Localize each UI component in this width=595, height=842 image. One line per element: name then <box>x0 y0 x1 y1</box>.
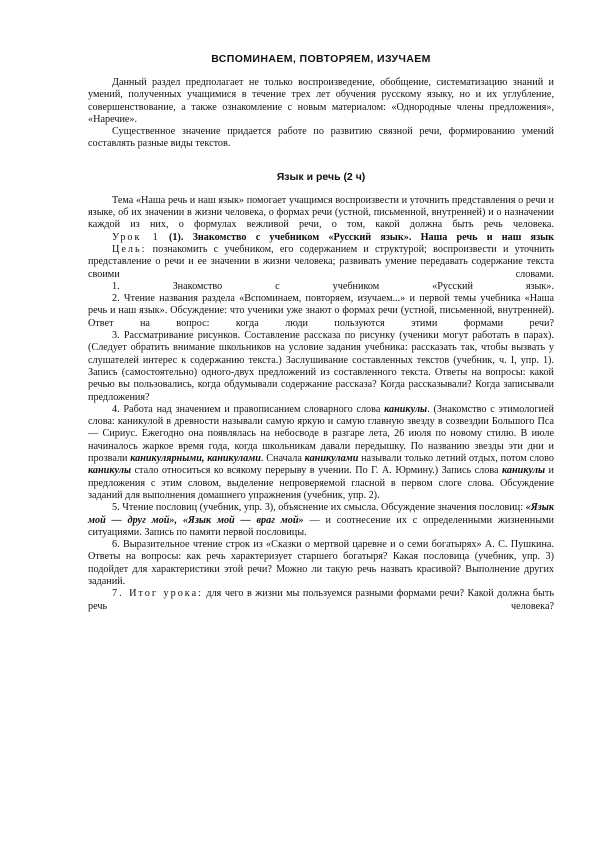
step-7 <box>88 588 554 613</box>
lesson-heading <box>88 232 554 244</box>
lesson-label: Урок 1 <box>112 231 160 243</box>
step-4 <box>88 404 554 502</box>
intro-paragraph-1: Данный раздел предполагает не только воспроизведение, обобщение, систематизацию знаний и умений, полученных учащимися в течение трех лет обучения русскому языку, но и их углубление, совершенствование, а также ознакомление с новым материалом: «Однородные члены предложения», «Наречие». <box>88 77 554 125</box>
step-4-term-c: каникулами <box>304 453 359 465</box>
step-2: 2. Чтение названия раздела «Вспоминаем, повторяем, изучаем...» и первой темы учебника «Наша речь и наш язык». Обсуждение: что ученики уже знают о формах речи (устной, письменной, внутренней). Ответ на вопрос: когда люди пользуются этими формами речи? <box>88 293 554 329</box>
section-title: Язык и речь (2 ч) <box>276 170 366 183</box>
step-4-term-e: каникулы <box>502 465 546 477</box>
lesson-title: (1). Знакомство с учебником «Русский язык». Наша речь и наш язык <box>159 231 554 243</box>
step-4-text-b: . (Знакомство с этимологией слова: каникулой в древности называли самую яркую и самую главную звезду в созвездии Большого Пса — Сириус. Ежегодно она появлялась на небосводе в разгаре лета, 26 июля по новому стилю. В июле начиналось жаркое время года, когда школьникам давали передышку. По названию звезды эти дни и прозвали <box>88 403 554 465</box>
step-6: 6. Выразительное чтение строк из «Сказки о мертвой царевне и о семи богатырях» А. С. Пушкина. Ответы на вопросы: как речь характеризует старшего богатыря? Какая пословица (учебник, упр. 3) подойдет для характеристики этой речи? Можно ли такую речь назвать красивой? Выполнение других заданий. <box>88 539 554 587</box>
theme-paragraph: Тема «Наша речь и наш язык» помогает учащимся воспроизвести и уточнить представления о речи и языке, об их значении в жизни человека, о формах речи (устной, письменной, внутренней) и о назначении каждой из них, о формулах вежливой речи, о том, какой должна быть речь человека. <box>88 194 554 231</box>
goal-label: Цель: <box>112 243 147 255</box>
step-4-text-a: 4. Работа над значением и правописанием словарного слова <box>112 403 385 415</box>
step-5-proverbs: «Язык мой — друг мой», «Язык мой — враг мой» <box>88 502 554 526</box>
step-4-text-c: . Сначала <box>260 453 305 465</box>
document-content <box>88 53 554 613</box>
step-4-term-a: каникулы <box>384 403 428 415</box>
lesson-goal <box>88 244 554 281</box>
goal-text: познакомить с учебником, его содержанием и структурой; воспроизвести и уточнить представление о речи и ее значении в жизни человека; развивать умение передавать содержание текста своими словами. <box>88 243 554 280</box>
step-4-text-e: стало относиться ко всякому перерыву в учении. По Г. А. Юрмину.) Запись слова <box>131 465 503 477</box>
step-5-text-a: 5. Чтение пословиц (учебник, упр. 3), объяснение их смысла. Обсуждение значения пословиц: <box>112 502 526 514</box>
step-4-text-d: называли только летний отдых, потом слово <box>358 453 554 465</box>
step-5-text-b: — и соотнесение их с определенными жизненными ситуациями. Запись по памяти первой пословицы. <box>88 514 554 538</box>
step-5 <box>88 502 554 539</box>
step-4-term-d: каникулы <box>88 465 132 477</box>
step-7-label: 7. Итог урока: <box>112 588 203 600</box>
step-3: 3. Рассматривание рисунков. Составление рассказа по рисунку (ученики могут работать в парах). (Следует обратить внимание школьников на условие задания учебника: рассказать так, чтобы вызвать у слушателей интерес к содержанию текста.) Заслушивание составленных текстов (учебник, ч. I, упр. 1). Запись (самостоятельно) одного-двух предложений из составленного текста. Ответы на вопросы: какой речью вы пользовались, когда обдумывали содержание рассказа? Когда рассказывали? Когда записывали предложения? <box>88 330 554 403</box>
step-4-term-b: каникулярными, каникулами <box>130 453 261 465</box>
step-1: 1. Знакомство с учебником «Русский язык». <box>112 280 554 292</box>
page-title: ВСПОМИНАЕМ, ПОВТОРЯЕМ, ИЗУЧАЕМ <box>211 53 431 65</box>
step-7-text: для чего в жизни мы пользуемся разными формами речи? Какой должна быть речь человека? <box>88 588 554 612</box>
intro-paragraph-2: Существенное значение придается работе по развитию связной речи, формированию умений составлять разные виды текстов. <box>88 126 554 150</box>
step-4-text-f: и предложения с этим словом, выделение непроверяемой гласной в первом слоге слова. Обсуждение заданий для выполнения домашнего упражнения (учебник, упр. 2). <box>88 465 555 501</box>
